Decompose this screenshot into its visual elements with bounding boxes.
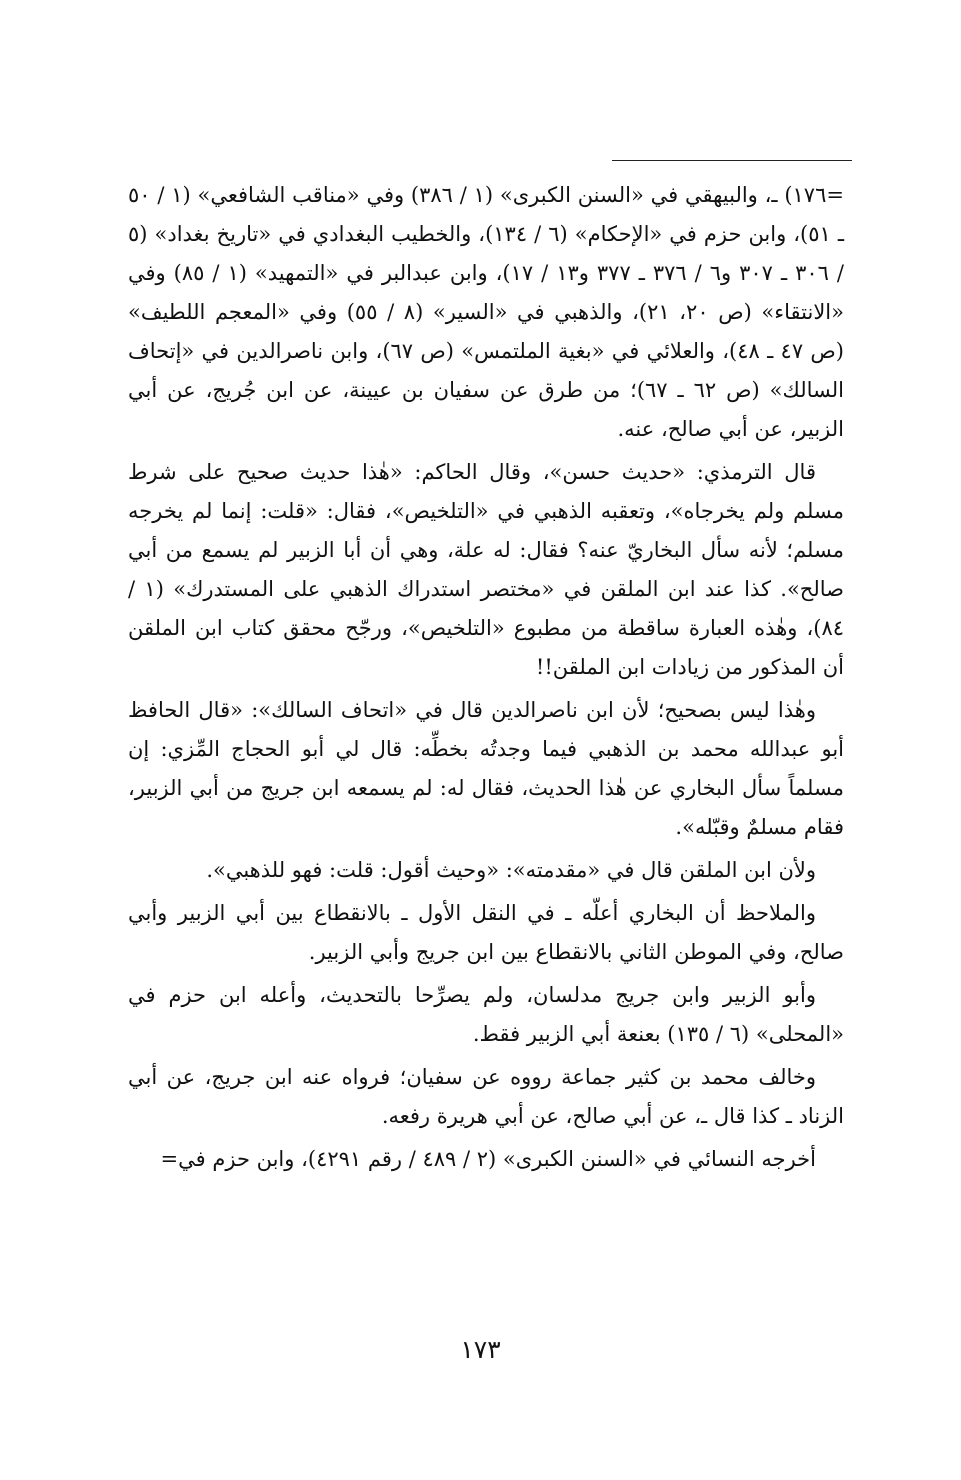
footnote-paragraph-1: =١٧٦) ـ، والبيهقي في «السنن الكبرى» (١ / ٣٨٦) وفي «مناقب الشافعي» (١ / ٥٠ ـ ٥١)، وابن حزم في «الإحكام» (٦ / ١٣٤)، والخطيب البغدادي في «تاريخ بغداد» (٥ / ٣٠٦ ـ ٣٠٧ و٦ / ٣٧٦ ـ ٣٧٧ و١٣ / ١٧)، وابن عبدالبر في «التمهيد» (١ / ٨٥) وفي «الانتقاء» (ص ٢٠، ٢١)، والذهبي في «السير» (٨ / ٥٥) وفي «المعجم اللطيف» (ص ٤٧ ـ ٤٨)، والعلائي في «بغية الملتمس» (ص ٦٧)، وابن ناصرالدين في «إتحاف السالك» (ص ٦٢ ـ ٦٧)؛ من طرق عن سفيان بن عيينة، عن ابن جُريج، عن أبي الزبير، عن أبي صالح، عنه. — [128, 183, 844, 441]
footnote-separator-rule — [612, 160, 852, 161]
page-number: ١٧٣ — [460, 1335, 501, 1364]
footnote-paragraph-6: وأبو الزبير وابن جريج مدلسان، ولم يصرِّحا بالتحديث، وأعله ابن حزم في «المحلى» (٦ / ١٣٥) بعنعة أبي الزبير فقط. — [128, 983, 844, 1046]
footnote-paragraph-8: أخرجه النسائي في «السنن الكبرى» (٢ / ٤٨٩ / رقم ٤٢٩١)، وابن حزم في= — [160, 1147, 816, 1171]
footnote-text-block — [128, 176, 844, 1183]
footnote-paragraph-4: ولأن ابن الملقن قال في «مقدمته»: «وحيث أقول: قلت: فهو للذهبي». — [206, 858, 816, 882]
footnote-paragraph-7: وخالف محمد بن كثير جماعة رووه عن سفيان؛ فرواه عنه ابن جريج، عن أبي الزناد ـ كذا قال ـ، عن أبي صالح، عن أبي هريرة رفعه. — [128, 1065, 844, 1128]
footnote-paragraph-3: وهٰذا ليس بصحيح؛ لأن ابن ناصرالدين قال في «اتحاف السالك»: «قال الحافظ أبو عبدالله محمد بن الذهبي فيما وجدتُه بخطِّه: قال لي أبو الحجاج المِّزي: إن مسلماً سأل البخاري عن هٰذا الحديث، فقال له: لم يسمعه ابن جريج من أبي الزبير، فقام مسلمٌ وقبّله». — [128, 698, 844, 839]
footnote-paragraph-2: قال الترمذي: «حديث حسن»، وقال الحاكم: «هٰذا حديث صحيح على شرط مسلم ولم يخرجاه»، وتعقبه الذهبي في «التلخيص»، فقال: «قلت: إنما لم يخرجه مسلم؛ لأنه سأل البخاريّ عنه؟ فقال: له علة، وهي أن أبا الزبير لم يسمع من أبي صالح». كذا عند ابن الملقن في «مختصر استدراك الذهبي على المستدرك» (١ / ٨٤)، وهٰذه العبارة ساقطة من مطبوع «التلخيص»، ورجّح محقق كتاب ابن الملقن أن المذكور من زيادات ابن الملقن!! — [128, 460, 844, 679]
footnote-paragraph-5: والملاحظ أن البخاري أعلّه ـ في النقل الأول ـ بالانقطاع بين أبي الزبير وأبي صالح، وفي الموطن الثاني بالانقطاع بين ابن جريج وأبي الزبير. — [128, 901, 844, 964]
